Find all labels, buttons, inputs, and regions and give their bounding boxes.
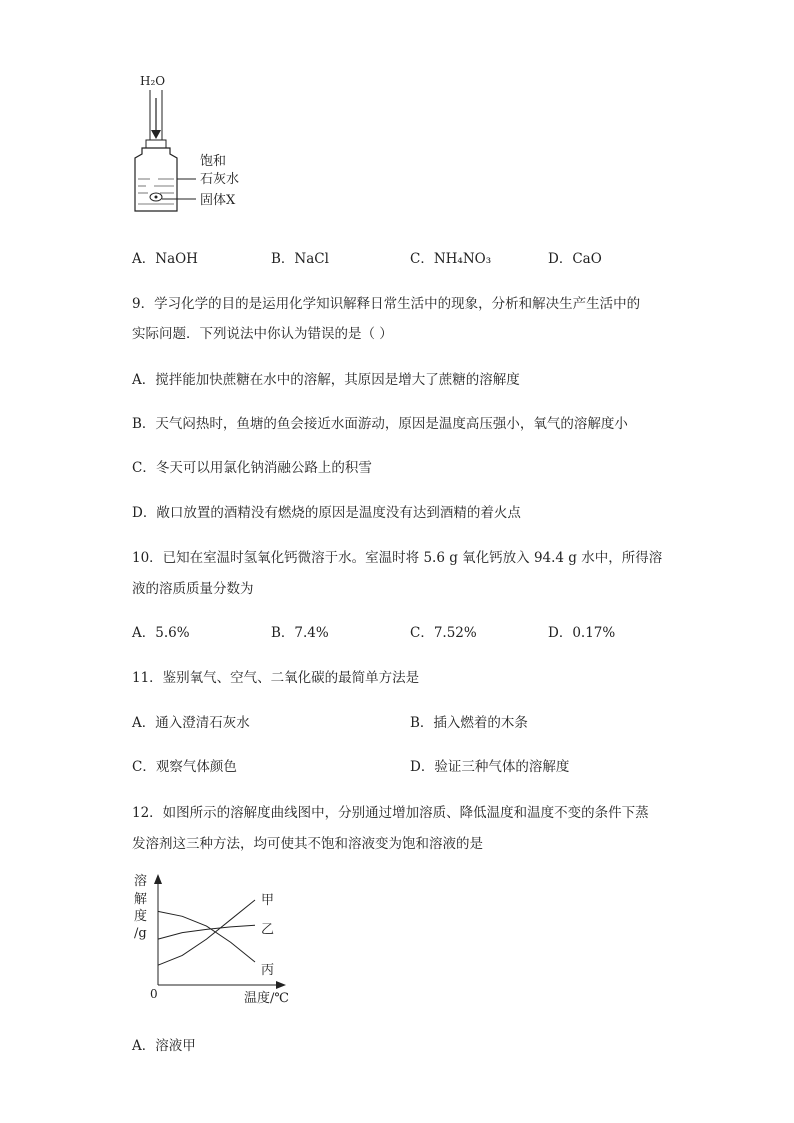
x-axis-label: 温度/℃: [244, 991, 289, 1006]
series-line-2: [158, 911, 255, 962]
q9-option-b[interactable]: B．天气闷热时，鱼塘的鱼会接近水面游动，原因是温度高压强小，氧气的溶解度小: [132, 416, 628, 432]
y-axis-label-char: 解: [134, 892, 148, 907]
water-label: H₂O: [140, 74, 166, 88]
y-axis-label-char: /g: [134, 926, 147, 941]
q8-option-b[interactable]: B．NaCl: [271, 251, 329, 267]
q9-stem-line2: 实际问题．下列说法中你认为错误的是（ ）: [132, 326, 393, 342]
q9-option-d[interactable]: D．敞口放置的酒精没有燃烧的原因是温度没有达到酒精的着火点: [132, 505, 521, 521]
series-label-0: 甲: [261, 893, 275, 908]
q9-stem-line1: 9．学习化学的目的是运用化学知识解释日常生活中的现象，分析和解决生产生活中的: [132, 296, 641, 312]
q11-option-a[interactable]: A．通入澄清石灰水: [132, 715, 250, 731]
y-axis-label-char: 溶: [134, 874, 148, 889]
q10-option-a[interactable]: A．5.6%: [132, 625, 190, 641]
series-label-1: 乙: [261, 922, 275, 938]
series-line-0: [158, 900, 255, 965]
saturated-label-2: 石灰水: [200, 172, 240, 187]
saturated-label-1: 饱和: [200, 154, 227, 169]
q12-stem-line1: 12．如图所示的溶解度曲线图中，分别通过增加溶质、降低温度和温度不变的条件下蒸: [132, 805, 649, 821]
solid-label: 固体X: [200, 193, 236, 208]
q9-option-c[interactable]: C．冬天可以用氯化钠消融公路上的积雪: [132, 460, 372, 476]
q11-option-c[interactable]: C．观察气体颜色: [132, 759, 237, 775]
q10-option-d[interactable]: D．0.17%: [548, 625, 616, 641]
q12-option-a[interactable]: A．溶液甲: [132, 1038, 196, 1054]
q8-option-d[interactable]: D．CaO: [548, 251, 602, 267]
q8-option-c[interactable]: C．NH₄NO₃: [410, 251, 492, 267]
solubility-curve-chart: [130, 870, 300, 1010]
q10-stem-line2: 液的溶质质量分数为: [132, 581, 254, 597]
q9-option-a[interactable]: A．搅拌能加快蔗糖在水中的溶解，其原因是增大了蔗糖的溶解度: [132, 372, 520, 388]
series-label-2: 丙: [261, 962, 275, 978]
y-axis-label-char: 度: [134, 909, 148, 924]
q11-option-d[interactable]: D．验证三种气体的溶解度: [410, 759, 570, 775]
q10-stem-line1: 10．已知在室温时氢氧化钙微溶于水。室温时将 5.6 g 氧化钙放入 94.4 g 水中，所得溶: [132, 550, 663, 566]
q8-option-a[interactable]: A．NaOH: [132, 251, 198, 267]
q12-stem-line2: 发溶剂这三种方法，均可使其不饱和溶液变为饱和溶液的是: [132, 836, 483, 852]
apparatus-figure: [120, 68, 260, 218]
q10-option-c[interactable]: C．7.52%: [410, 625, 477, 641]
origin-label: 0: [150, 987, 158, 1001]
q10-option-b[interactable]: B．7.4%: [271, 625, 329, 641]
q11-option-b[interactable]: B．插入燃着的木条: [410, 715, 528, 731]
q11-stem: 11．鉴别氧气、空气、二氧化碳的最简单方法是: [132, 670, 420, 686]
series-line-1: [158, 925, 255, 939]
x-axis-arrow: [276, 981, 286, 989]
y-axis-arrow: [154, 874, 162, 884]
